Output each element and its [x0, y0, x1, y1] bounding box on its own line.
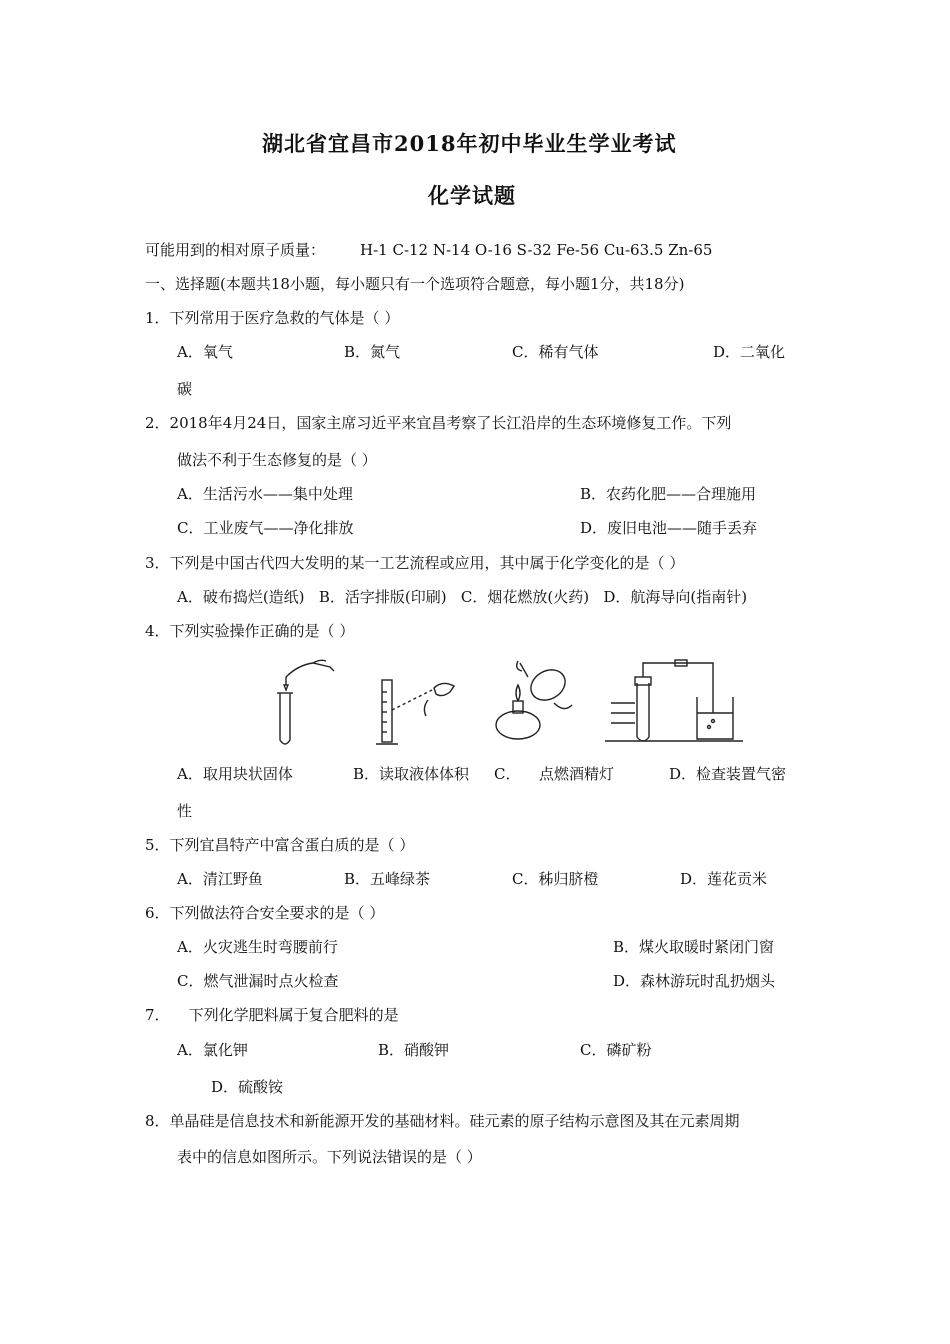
question-6-option-b: B．煤火取暖时紧闭门窗	[613, 938, 775, 956]
question-4-option-c: C．	[494, 765, 521, 783]
exam-title: 湖北省宜昌市2018年初中毕业生学业考试	[262, 131, 677, 156]
upper-lamp	[525, 664, 570, 706]
beaker	[697, 697, 733, 739]
graduated-cylinder	[382, 680, 392, 742]
alcohol-lamp-figure	[490, 655, 582, 747]
question-2-option-d: D．废旧电池——随手丢弃	[580, 519, 758, 537]
question-6-option-a: A．火灾逃生时弯腰前行	[177, 938, 338, 956]
sight-line	[392, 690, 432, 710]
question-5-stem: 5．下列宜昌特产中富含蛋白质的是（ ）	[145, 836, 415, 854]
question-4-option-a: A．取用块状固体	[177, 765, 293, 783]
flame	[516, 685, 520, 701]
tweezers	[284, 677, 288, 690]
question-7-option-c: C．磷矿粉	[580, 1041, 652, 1059]
hand-outline	[286, 663, 334, 677]
question-8-stem-line-1: 8．单晶硅是信息技术和新能源开发的基础材料。硅元素的原子结构示意图及其在元素周期	[145, 1112, 740, 1130]
atomic-mass-values: H-1 C-12 N-14 O-16 S-32 Fe-56 Cu-63.5 Zn-65	[360, 241, 713, 259]
question-2-stem-line-1: 2．2018年4月24日，国家主席习近平来宜昌考察了长江沿岸的生态环境修复工作。下列	[145, 414, 732, 432]
lower-lamp	[496, 711, 540, 739]
question-4-option-c-text: 点燃酒精灯	[539, 765, 615, 783]
question-4-option-d-continued: 性	[177, 802, 193, 820]
section-heading: 一、选择题(本题共18小题，每小题只有一个选项符合题意，每小题1分，共18分)	[145, 275, 685, 293]
question-4-stem: 4．下列实验操作正确的是（ ）	[145, 622, 355, 640]
question-2-stem-line-2: 做法不利于生态修复的是（ ）	[177, 451, 377, 469]
question-3-stem: 3．下列是中国古代四大发明的某一工艺流程或应用，其中属于化学变化的是（ ）	[145, 554, 685, 572]
question-2-option-a: A．生活污水——集中处理	[177, 485, 353, 503]
atomic-mass-label: 可能用到的相对原子质量：	[145, 241, 326, 259]
question-4-option-b: B．读取液体体积	[353, 765, 470, 783]
eye	[434, 683, 454, 695]
question-1-option-b: B．氮气	[344, 343, 401, 361]
question-2-option-b: B．农药化肥——合理施用	[580, 485, 757, 503]
question-7-option-d: D．硫酸铵	[211, 1078, 284, 1096]
question-5-option-a: A．清江野鱼	[177, 870, 263, 888]
test-tube	[637, 683, 649, 741]
question-1-option-a: A．氧气	[177, 343, 233, 361]
question-2-option-c: C．工业废气——净化排放	[177, 519, 354, 537]
question-7-option-b: B．硝酸钾	[378, 1041, 450, 1059]
hand	[611, 703, 635, 723]
test-tube	[280, 693, 290, 744]
question-6-stem: 6．下列做法符合安全要求的是（ ）	[145, 904, 385, 922]
exam-subtitle: 化学试题	[428, 183, 516, 208]
question-8-stem-line-2: 表中的信息如图所示。下列说法错误的是（ ）	[177, 1148, 482, 1166]
question-5-option-c: C．秭归脐橙	[512, 870, 599, 888]
question-7-option-a: A．氯化钾	[177, 1041, 248, 1059]
question-7-stem: 7． 下列化学肥料属于复合肥料的是	[145, 1006, 399, 1024]
question-3-options: A．破布捣烂(造纸) B．活字排版(印刷) C．烟花燃放(火药) D．航海导向(指南针)	[177, 588, 748, 606]
question-1-option-c: C．稀有气体	[512, 343, 599, 361]
question-6-option-c: C．燃气泄漏时点火检查	[177, 972, 339, 990]
solid-sampling-figure	[268, 655, 340, 750]
liquid-reading-figure	[370, 668, 465, 750]
question-5-option-d: D．莲花贡米	[680, 870, 768, 888]
question-1-stem: 1．下列常用于医疗急救的气体是（ ）	[145, 309, 400, 327]
question-1-option-d-continued: 碳	[177, 380, 193, 398]
question-1-option-d: D．二氧化	[713, 343, 786, 361]
question-4-option-d: D．检查装置气密	[669, 765, 787, 783]
delivery-tube	[643, 663, 713, 713]
airtightness-check-figure	[605, 655, 743, 747]
hand	[554, 703, 572, 709]
question-5-option-b: B．五峰绿茶	[344, 870, 431, 888]
question-6-option-d: D．森林游玩时乱扔烟头	[613, 972, 776, 990]
